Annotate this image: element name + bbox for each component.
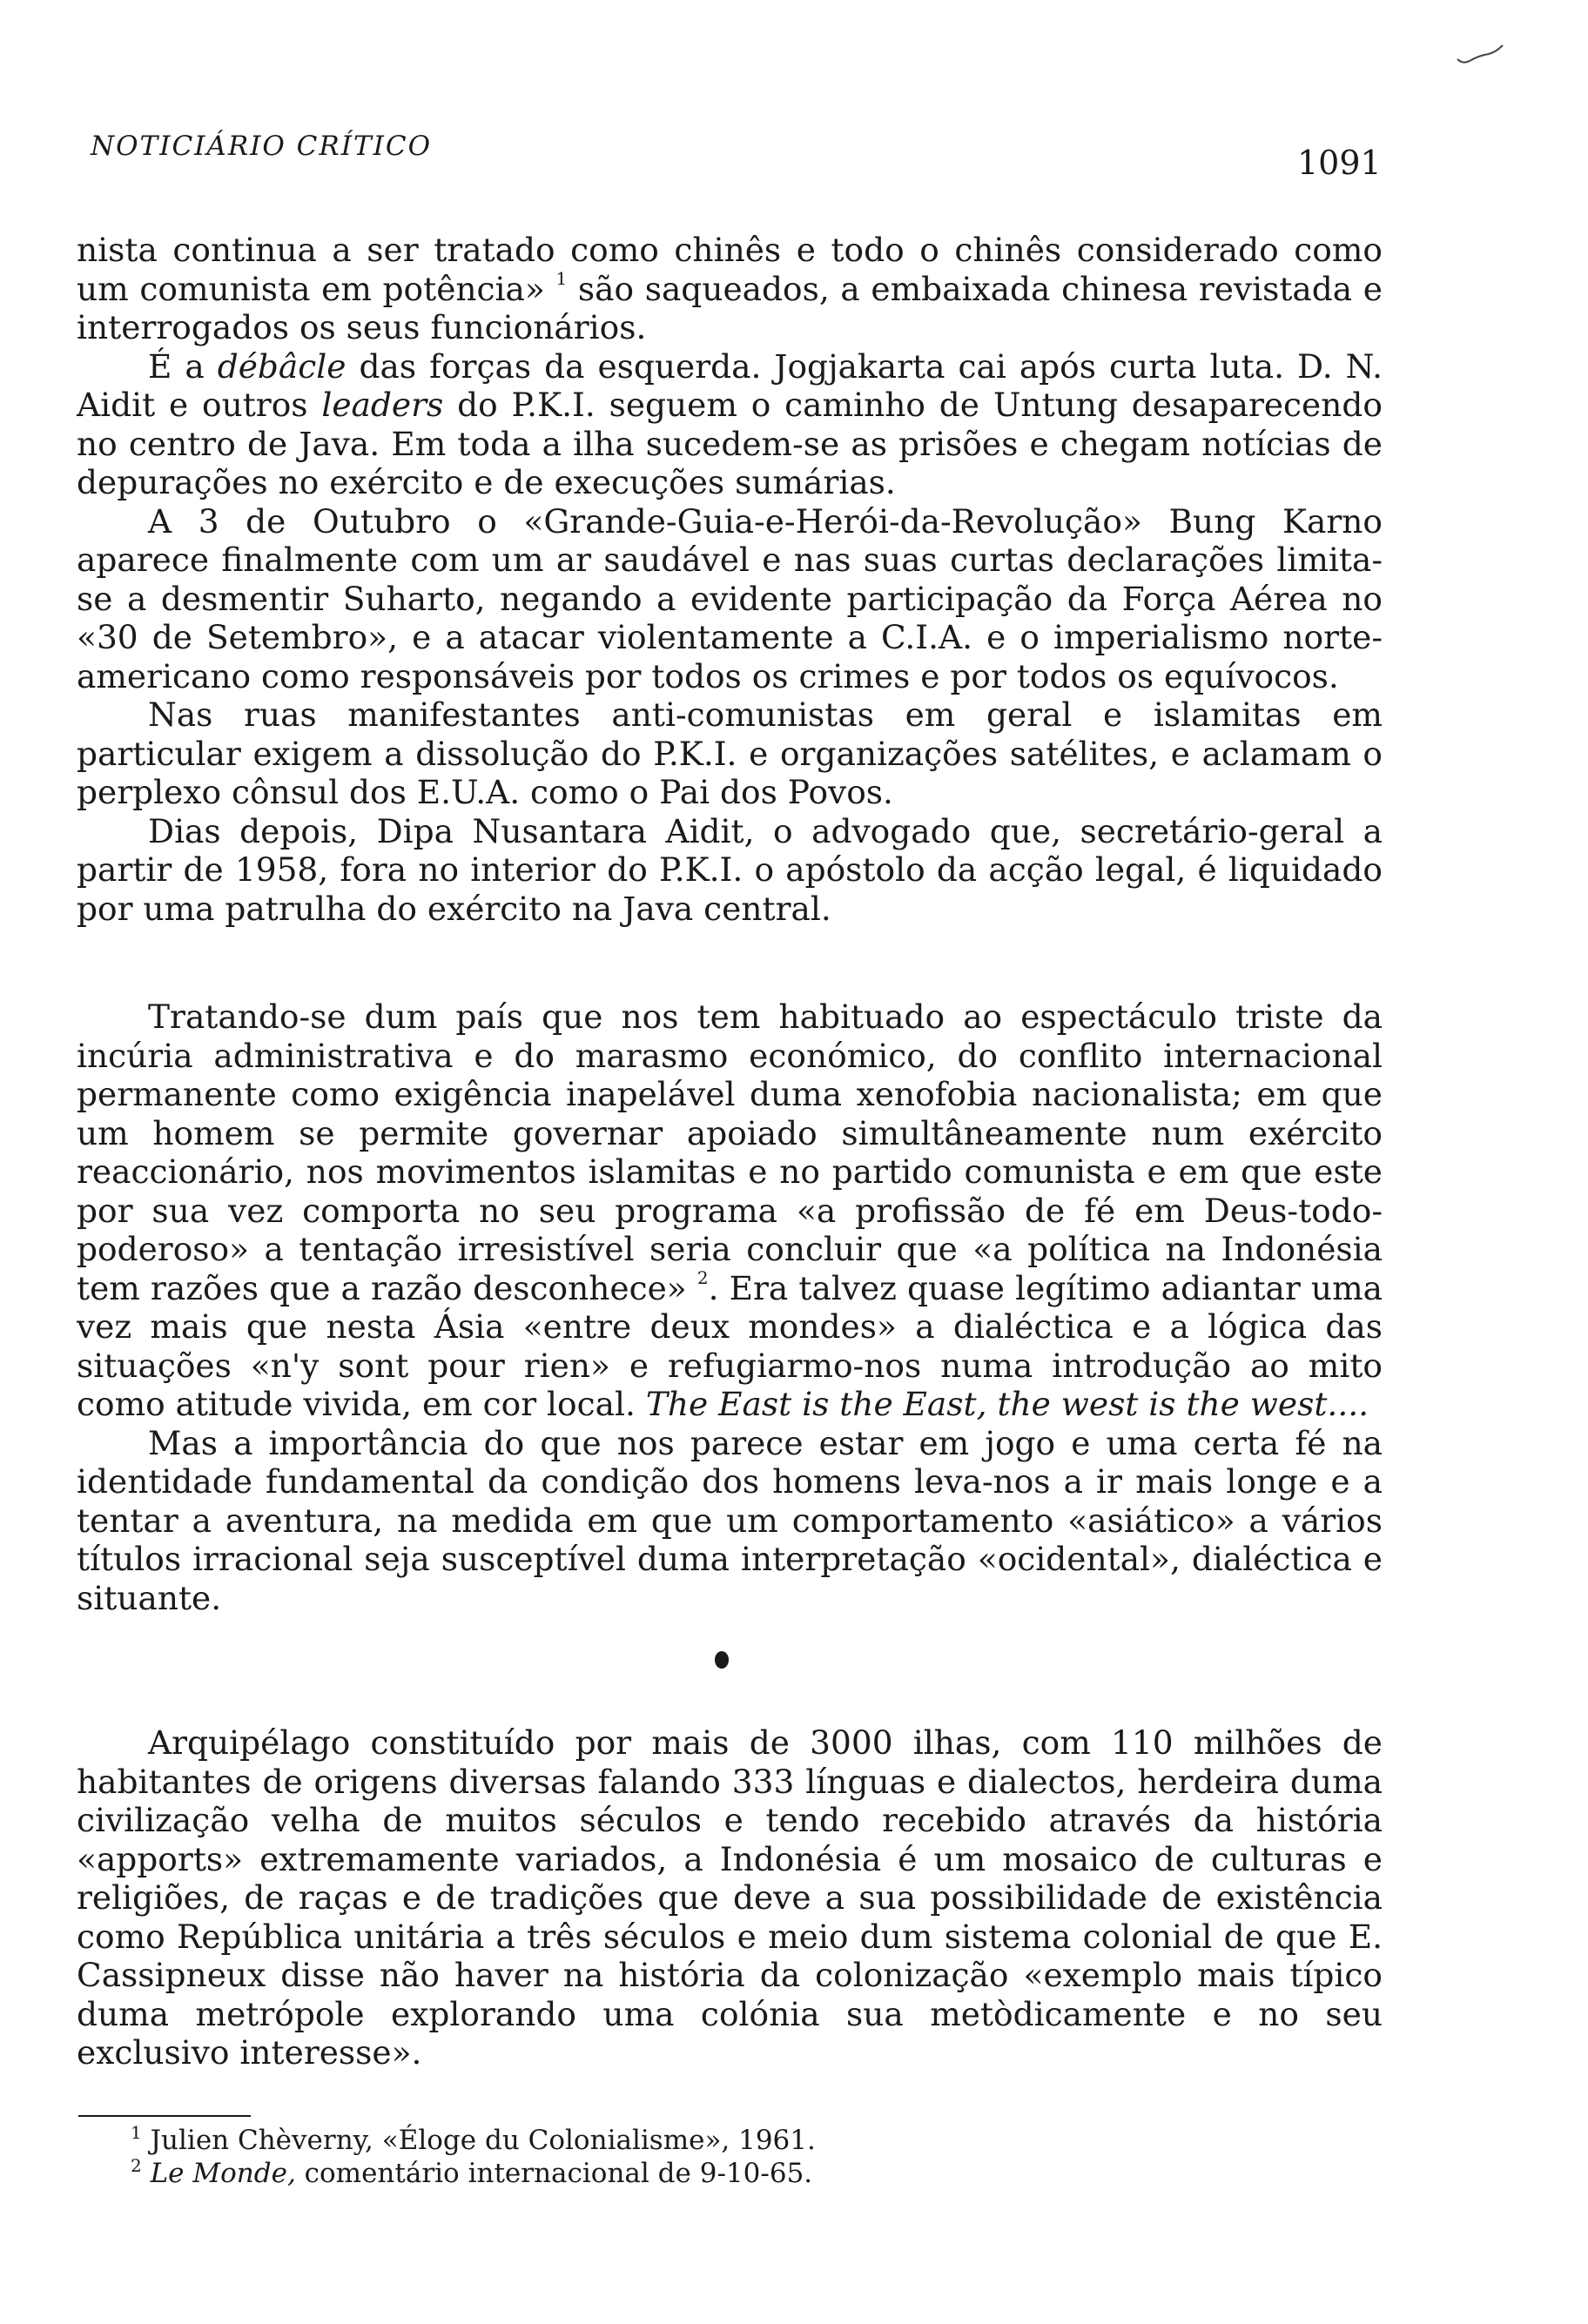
section-separator-bullet — [715, 1651, 729, 1669]
paragraph: nista continua a ser tratado como chinês e todo o chinês considerado como um comunista em potência» $^1$ são saqueados, a embaixada chinesa revistada e interrogados os seus funcionários. — [77, 231, 1383, 346]
footnote-ref[interactable]: 2 — [696, 1266, 709, 1288]
pencil-mark — [1454, 40, 1506, 66]
text-block-2 — [77, 997, 1383, 1617]
footnote: $^2$ Le Monde, comentário internacional de 9-10-65. — [131, 2155, 813, 2189]
paragraph: Nas ruas manifestantes anti-comunistas em geral e islamitas em particular exigem a dissolução do P.K.I. e organizações satélites, e aclamam o perplexo cônsul dos E.U.A. como o Pai dos Povos. — [77, 695, 1383, 811]
paragraph: A 3 de Outubro o «Grande-Guia-e-Herói-da-Revolução» Bung Karno aparece finalmente com um ar saudável e nas suas curtas declarações limita-se a desmentir Suharto, negando a evidente participação da Força Aérea no «30 de Setembro», e a atacar violentamente a C.I.A. e o imperialismo norte-americano como responsáveis por todos os crimes e por todos os equívocos. — [77, 501, 1383, 695]
footnote-rule — [78, 2115, 251, 2117]
paragraph: Tratando-se dum país que nos tem habituado ao espectáculo triste da incúria administrativa e do marasmo económico, do conflito internacional permanente como exigência inapelável duma xenofobia nacionalista; em que um homem se permite governar apoiado simultâneamente num exército reaccionário, nos movimentos islamitas e no partido comunista e em que este por sua vez comporta no seu programa «a profissão de fé em Deus-todo-poderoso» a tentação irresistível seria concluir que «a política na Indonésia tem razões que a razão desconhece» $^2$. Era talvez quase legítimo adiantar uma vez mais que nesta Ásia «entre deux mondes» a dialéctica e a lógica das situações «n'y sont pour rien» e refugiarmo-nos numa introdução ao mito como atitude vivida, em cor local. The East is the East, the west is the west.... — [77, 997, 1383, 1423]
paragraph: Mas a importância do que nos parece estar em jogo e uma certa fé na identidade fundamental da condição dos homens leva-nos a ir mais longe e a tentar a aventura, na medida em que um comportamento «asiático» a vários títulos irracional seja susceptível duma interpretação «ocidental», dialéctica e situante. — [77, 1423, 1383, 1617]
paragraph: Dias depois, Dipa Nusantara Aidit, o advogado que, secretário-geral a partir de 1958, fora no interior do P.K.I. o apóstolo da acção legal, é liquidado por uma patrulha do exército na Java central. — [77, 811, 1383, 928]
page-number: 1091 — [1297, 144, 1382, 182]
footnote-ref[interactable]: 1 — [555, 267, 568, 289]
footnotes — [131, 2124, 1262, 2190]
paragraph: Arquipélago constituído por mais de 3000 ilhas, com 110 milhões de habitantes de origens diversas falando 333 línguas e dialectos, herdeira duma civilização velha de muitos séculos e tendo recebido através da história «apports» extremamente variados, a Indonésia é um mosaico de culturas e religiões, de raças e de tradições que deve a sua possibilidade de existência como República unitária a três séculos e meio dum sistema colonial de que E. Cassipneux disse não haver na história da colonização «exemplo mais típico duma metrópole explorando uma colónia sua metòdicamente e no seu exclusivo interesse». — [77, 1723, 1383, 2072]
paragraph: É a débâcle das forças da esquerda. Jogjakarta cai após curta luta. D. N. Aidit e outros leaders do P.K.I. seguem o caminho de Untung desaparecendo no centro de Java. Em toda a ilha sucedem-se as prisões e chegam notícias de depurações no exército e de execuções sumárias. — [77, 346, 1383, 501]
text-block-3 — [77, 1723, 1383, 2072]
footnote: $^1$ Julien Chèverny, «Éloge du Colonialisme», 1961. — [131, 2122, 816, 2156]
text-block-1 — [77, 231, 1383, 928]
running-title: NOTICIÁRIO CRÍTICO — [91, 131, 433, 162]
